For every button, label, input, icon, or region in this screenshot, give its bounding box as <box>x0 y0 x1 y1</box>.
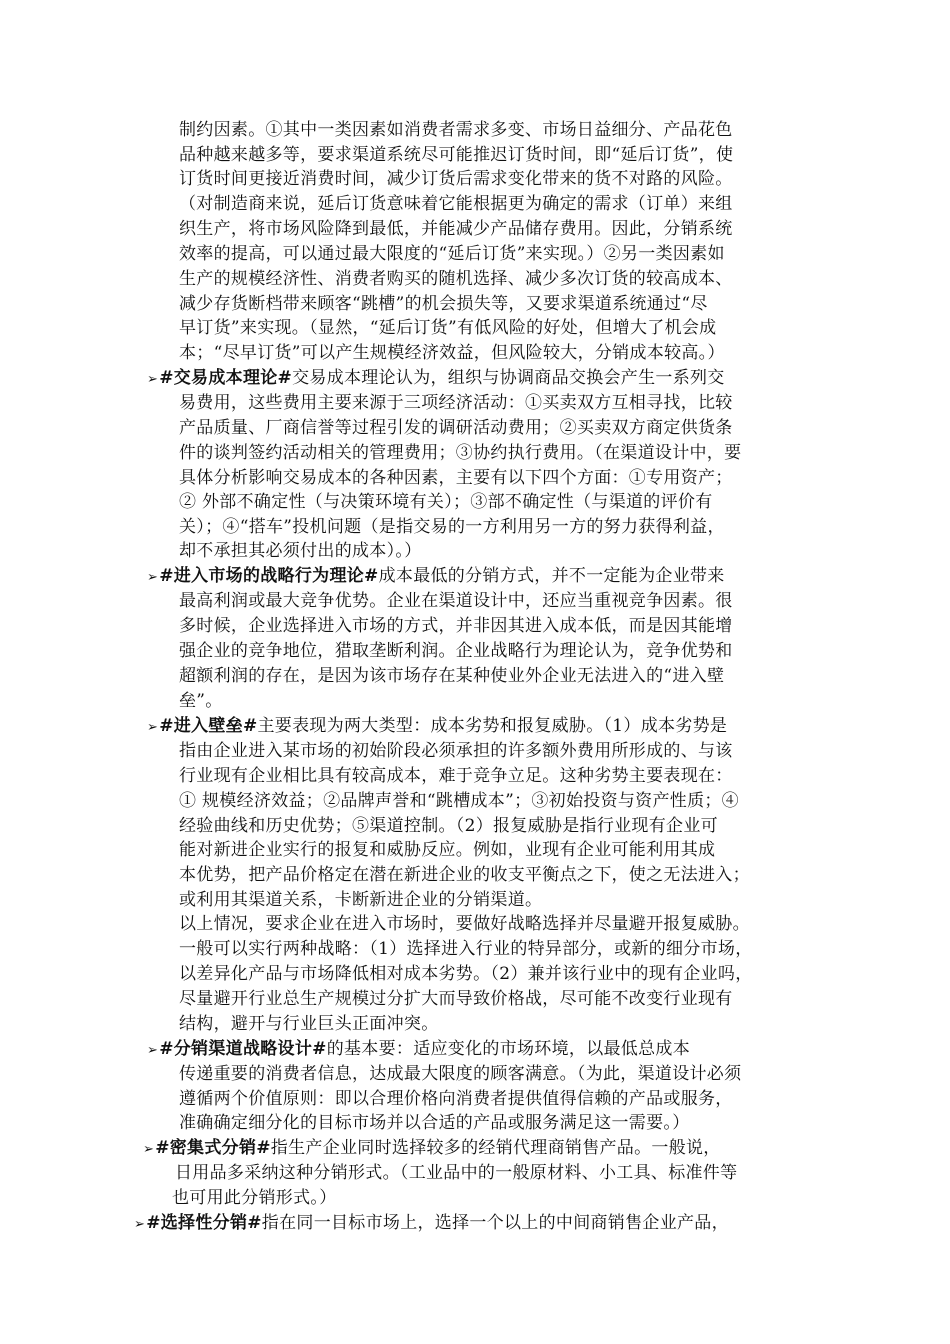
text-line: 超额利润的存在，是因为该市场存在某种使业外企业无法进入的“进入壁 <box>179 666 725 686</box>
text-line: 本；“尽早订货”可以产生规模经济效益，但风险较大，分销成本较高。） <box>179 343 725 363</box>
entry-term: #进入壁垒# <box>159 716 258 736</box>
entry-first-line <box>147 1037 690 1061</box>
arrow-bullet-icon: ➢ <box>134 1217 146 1232</box>
entry-first-line <box>147 564 725 588</box>
text-line: 行业现有企业相比具有较高成本，难于竞争立足。这种劣势主要表现在： <box>179 766 733 786</box>
text-line: 产品质量、厂商信誉等过程引发的调研活动费用；②买卖双方商定供货条 <box>179 418 733 438</box>
text-line: 强企业的竞争地位，猎取垄断利润。企业战略行为理论认为，竞争优势和 <box>179 641 733 661</box>
text-line: 减少存货断档带来顾客“跳槽”的机会损失等，又要求渠道系统通过“尽 <box>179 294 708 314</box>
text-line: 却不承担其必须付出的成本）。） <box>179 541 422 561</box>
arrow-bullet-icon: ➢ <box>143 1142 155 1157</box>
text-line: 关）；④“搭车”投机问题（是指交易的一方利用另一方的努力获得利益， <box>179 517 725 537</box>
entry-term: #交易成本理论# <box>159 368 293 388</box>
text-line: 最高利润或最大竞争优势。企业在渠道设计中，还应当重视竞争因素。很 <box>179 591 733 611</box>
text-line: 经验曲线和历史优势；⑤渠道控制。（2）报复威胁是指行业现有企业可 <box>179 816 718 836</box>
entry-term: #选择性分销# <box>146 1213 262 1233</box>
text-line: 以差异化产品与市场降低相对成本劣势。（2）兼并该行业中的现有企业吗， <box>179 964 753 984</box>
text-line: 织生产，将市场风险降到最低，并能减少产品储存费用。因此，分销系统 <box>179 219 733 239</box>
text-line: 也可用此分销形式。） <box>172 1188 337 1208</box>
arrow-bullet-icon: ➢ <box>147 720 159 735</box>
text-line: 尽量避开行业总生产规模过分扩大而导致价格战，尽可能不改变行业现有 <box>179 989 733 1009</box>
entry-term: #分销渠道战略设计# <box>159 1039 327 1059</box>
text-line: 传递重要的消费者信息，达成最大限度的顾客满意。（为此，渠道设计必须 <box>179 1064 742 1084</box>
text-line: 一般可以实行两种战略：（1）选择进入行业的特异部分，或新的细分市场， <box>179 939 753 959</box>
text-line: 件的谈判签约活动相关的管理费用；③协约执行费用。（在渠道设计中，要 <box>179 443 742 463</box>
text-line: 易费用，这些费用主要来源于三项经济活动：①买卖双方互相寻找，比较 <box>179 393 733 413</box>
arrow-bullet-icon: ➢ <box>147 372 159 387</box>
text-line: 日用品多采纳这种分销形式。（工业品中的一般原材料、小工具、标准件等 <box>175 1163 738 1183</box>
text-line: 早订货”来实现。（显然，“延后订货”有低风险的好处，但增大了机会成 <box>179 318 717 338</box>
entry-term: #进入市场的战略行为理论# <box>159 566 379 586</box>
entry-first-line <box>147 366 725 390</box>
text-line: 本优势，把产品价格定在潜在新进企业的收支平衡点之下，使之无法进入； <box>179 865 750 885</box>
text-line: 品种越来越多等，要求渠道系统尽可能推迟订货时间，即“延后订货”，使 <box>179 145 734 165</box>
entry-first-line <box>134 1211 729 1235</box>
text-line: 生产的规模经济性、消费者购买的随机选择、减少多次订货的较高成本、 <box>179 269 733 289</box>
text-line: 订货时间更接近消费时间，减少订货后需求变化带来的货不对路的风险。 <box>179 169 733 189</box>
text-line: 指由企业进入某市场的初始阶段必须承担的许多额外费用所形成的、与该 <box>179 741 733 761</box>
entry-text: 指生产企业同时选择较多的经销代理商销售产品。一般说， <box>270 1138 721 1158</box>
text-line: 或利用其渠道关系，卡断新进企业的分销渠道。 <box>179 890 543 910</box>
text-line: 多时候，企业选择进入市场的方式，并非因其进入成本低，而是因其能增 <box>179 616 733 636</box>
arrow-bullet-icon: ➢ <box>147 570 159 585</box>
text-line: 制约因素。①其中一类因素如消费者需求多变、市场日益细分、产品花色 <box>179 120 733 140</box>
arrow-bullet-icon: ➢ <box>147 1043 159 1058</box>
text-line: 以上情况，要求企业在进入市场时，要做好战略选择并尽量避开报复威胁。 <box>179 914 750 934</box>
text-line: 遵循两个价值原则：即以合理价格向消费者提供值得信赖的产品或服务， <box>179 1089 733 1109</box>
text-line: （对制造商来说，延后订货意味着它能根据更为确定的需求（订单）来组 <box>179 194 733 214</box>
entry-term: #密集式分销# <box>155 1138 271 1158</box>
text-line: ① 规模经济效益；②品牌声誉和“跳槽成本”；③初始投资与资产性质；④ <box>179 791 739 811</box>
text-line: 准确确定细分化的目标市场并以合适的产品或服务满足这一需要。） <box>179 1113 690 1133</box>
entry-text: 的基本要：适应变化的市场环境，以最低总成本 <box>326 1039 691 1059</box>
text-line: 能对新进企业实行的报复和威胁反应。例如，业现有企业可能利用其成 <box>179 840 716 860</box>
text-line: 垒”。 <box>179 691 223 711</box>
entry-first-line <box>147 714 727 738</box>
entry-text: 成本最低的分销方式，并不一定能为企业带来 <box>378 566 725 586</box>
text-line: 具体分析影响交易成本的各种因素，主要有以下四个方面：①专用资产； <box>179 468 733 488</box>
entry-text: 主要表现为两大类型：成本劣势和报复威胁。（1）成本劣势是 <box>257 716 728 736</box>
entry-text: 交易成本理论认为，组织与协调商品交换会产生一系列交 <box>292 368 725 388</box>
entry-text: 指在同一目标市场上，选择一个以上的中间商销售企业产品， <box>261 1213 729 1233</box>
text-line: 效率的提高，可以通过最大限度的“延后订货”来实现。）②另一类因素如 <box>179 244 725 264</box>
text-line: 结构，避开与行业巨头正面冲突。 <box>179 1014 439 1034</box>
entry-first-line <box>143 1136 721 1160</box>
text-line: ② 外部不确定性（与决策环境有关）；③部不确定性（与渠道的评价有 <box>179 492 713 512</box>
